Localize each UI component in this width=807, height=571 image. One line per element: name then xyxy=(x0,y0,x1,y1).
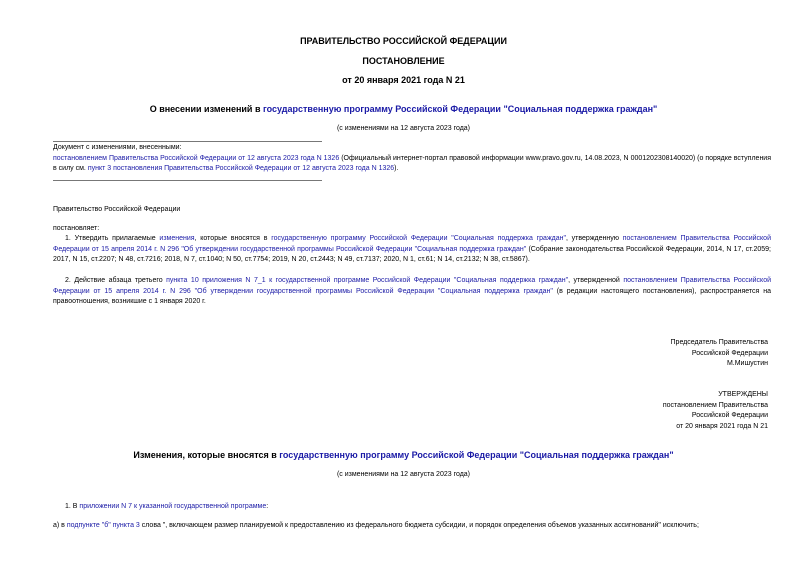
p1-text-3: , утвержденную xyxy=(565,235,623,242)
decrees-label: постановляет: xyxy=(53,225,100,232)
document-title-prefix: О внесении изменений в xyxy=(149,104,263,114)
item-1-text-2: : xyxy=(266,503,269,510)
item-a xyxy=(53,521,771,532)
decree-296-link[interactable]: постановлением Правительства Российской Федерации от 15 апреля 2014 г. N 296 "Об утверждении государственной программы Российской Федерации "Социальная поддержка граждан" xyxy=(53,235,771,253)
document-type: ПОСТАНОВЛЕНИЕ xyxy=(362,56,445,66)
appendix-7-link[interactable]: приложении N 7 к указанной государственной программе xyxy=(79,503,267,510)
p2-text-2: , утвержденной xyxy=(568,277,624,284)
p2-text-1: 2. Действие абзаца третьего xyxy=(65,277,167,284)
paragraph-2 xyxy=(53,276,771,308)
divider-top xyxy=(53,141,322,142)
p2-text-3: (в редакции настоящего постановления), распространяется на правоотношения, возникшие с 1 января 2020 г. xyxy=(53,287,771,305)
p1-text-1: 1. Утвердить прилагаемые xyxy=(65,235,160,242)
approved-date: от 20 января 2021 года N 21 xyxy=(676,422,768,430)
signature-title: Председатель Правительства xyxy=(670,339,768,346)
signature-block xyxy=(671,338,768,370)
paragraph-1 xyxy=(53,234,771,266)
program-link-3[interactable]: государственную программу Российской Федерации "Социальная поддержка граждан" xyxy=(279,450,674,460)
decree-1326-link[interactable]: постановлением Правительства Российской Федерации от 12 августа 2023 года N 1326 xyxy=(53,154,340,162)
changes-text-2: ). xyxy=(394,165,399,172)
gov-rf-label: Правительство Российской Федерации xyxy=(53,206,181,213)
item-a-text-1: а) в xyxy=(53,522,67,529)
approved-label: УТВЕРЖДЕНЫ xyxy=(718,391,768,398)
changes-amended-note: (с изменениями на 12 августа 2023 года) xyxy=(336,471,471,478)
program-link-2[interactable]: государственную программу Российской Федерации "Социальная поддержка граждан" xyxy=(271,235,566,242)
decree-1326-point3-link[interactable]: пункт 3 постановления Правительства Российской Федерации от 12 августа 2023 года N 1326 xyxy=(87,165,395,172)
divider-bottom xyxy=(53,180,322,181)
approved-block xyxy=(663,390,768,432)
document-date-number: от 20 января 2021 года N 21 xyxy=(342,75,465,85)
p1-text-2: , которые вносятся в xyxy=(194,235,272,242)
approved-country: Российской Федерации xyxy=(691,412,768,419)
changes-link[interactable]: изменения xyxy=(159,235,195,242)
changes-text-1: (Официальный интернет-портал правовой информации www.pravo.gov.ru, 14.08.2023, N 0001202308140020) (о порядке вступления в силу см. xyxy=(53,154,772,172)
signature-name: М.Мишустин xyxy=(726,360,768,367)
changes-title xyxy=(0,450,807,460)
appendix-link[interactable]: пункта 10 приложения N 7_1 к государственной программе Российской Федерации "Социальная поддержка граждан" xyxy=(166,277,569,284)
item-1 xyxy=(65,502,268,513)
amended-note: (с изменениями на 12 августа 2023 года) xyxy=(336,125,471,132)
changes-text xyxy=(53,154,771,175)
item-1-text-1: 1. В xyxy=(65,503,80,510)
changes-title-prefix: Изменения, которые вносятся в xyxy=(133,450,280,460)
government-heading: ПРАВИТЕЛЬСТВО РОССИЙСКОЙ ФЕДЕРАЦИИ xyxy=(300,36,507,46)
decree-296-link-2[interactable]: постановлением Правительства Российской Федерации от 15 апреля 2014 г. N 296 "Об утверждении государственной программы Российской Федерации "Социальная поддержка граждан" xyxy=(53,277,771,295)
item-a-text-2: слова ", включающем размер планируемой к предоставлению из федерального бюджета субсидии, и порядок определения объемов указанных ассигнований" исключить; xyxy=(139,522,699,529)
p1-text-4: (Собрание законодательства Российской Федерации, 2014, N 17, ст.2059; 2017, N 15, ст.2207; N 48, ст.7216; 2018, N 7, ст.1040; N 50, ст.7754; 2019, N 20, ст.2443; N 49, ст.7137; 2020, N 1, ст.61; N 14, ст.2132; N 38, ст.5867). xyxy=(53,245,771,263)
approved-by: постановлением Правительства xyxy=(662,401,768,409)
subpoint-b-link[interactable]: подпункте "б" пункта 3 xyxy=(66,522,140,529)
document-title xyxy=(0,104,807,114)
changes-block xyxy=(53,143,771,175)
program-link[interactable]: государственную программу Российской Федерации "Социальная поддержка граждан" xyxy=(262,104,658,114)
signature-country: Российской Федерации xyxy=(691,349,768,357)
changes-intro: Документ с изменениями, внесенными: xyxy=(53,144,182,151)
